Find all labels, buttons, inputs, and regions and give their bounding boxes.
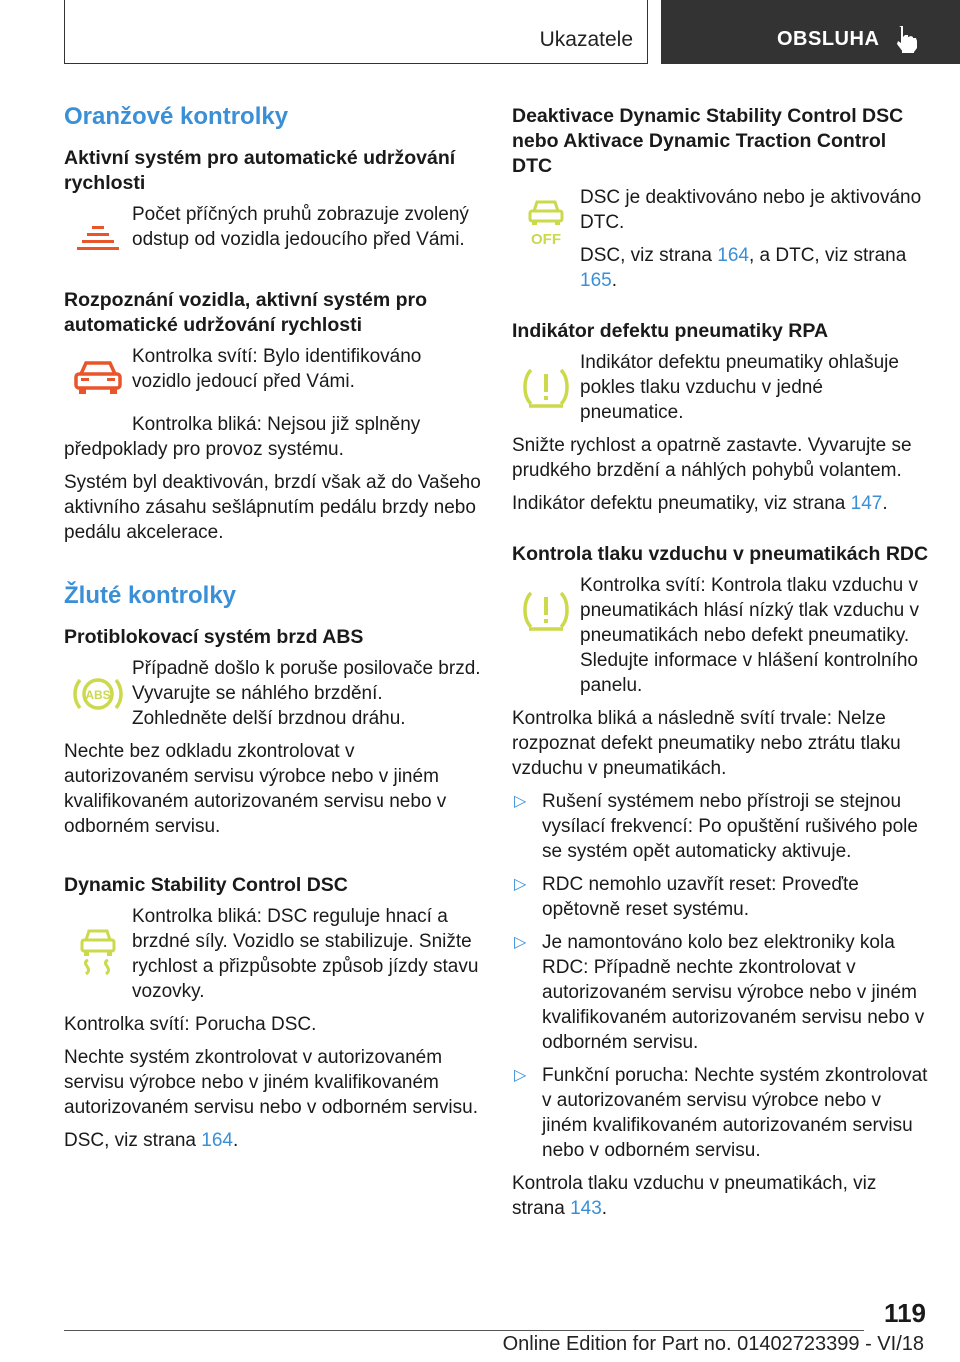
rpa-text-2: Snižte rychlost a opatrně zastavte. Vyvarujte se prudkého brzdění a náhlých pohybů volantem. [512,435,912,481]
dsc-off-heading: Deaktivace Dynamic Stability Control DSC nebo Aktivace Dynamic Traction Control DTC [512,105,904,177]
yellow-lights-heading: Žluté kontrolky [64,582,237,609]
dsc-off-text-1: DSC je deaktivováno nebo je aktivováno DTC. [580,187,922,233]
dsc-heading: Dynamic Stability Control DSC [64,874,348,896]
vehicle-detect-text-1: Kontrolka svítí: Bylo identifikováno vozidlo jedoucí před Vámi. [132,346,422,392]
acc-heading: Aktivní systém pro automatické udržování rychlosti [64,147,456,194]
dsc-text-3: Nechte systém zkontrolovat v autorizovaném servisu výrobce nebo v jiném kvalifikovaném autorizovaném servisu nebo v odborném servisu. [64,1047,478,1118]
pointing-hand-icon [893,24,919,54]
rdc-bullet-list [512,789,930,1163]
rpa-heading: Indikátor defektu pneumatiky RPA [512,320,829,342]
rpa-ref: Indikátor defektu pneumatiky, viz strana 147. [512,493,888,514]
left-column [64,100,482,1161]
right-column [512,104,930,1229]
dsc-text-1: Kontrolka bliká: DSC reguluje hnací a brzdné síly. Vozidlo se stabilizuje. Snižte rychlost a přizpůsobte způsob jízdy stavu vozovky. [132,906,479,1002]
acc-text: Počet příčných pruhů zobrazuje zvolený odstup od vozidla jedoucího před Vámi. [132,204,469,250]
tire-pressure-icon [512,573,580,649]
abs-icon [64,656,132,732]
list-item: ▷ RDC nemohlo uzavřít reset: Proveďte opětovně reset systému. [514,874,859,920]
dtc-page-link[interactable]: 165 [580,270,612,291]
triangle-bullet-icon: ▷ [514,876,527,893]
rpa-text-1: Indikátor defektu pneumatiky ohlašuje pokles tlaku vzduchu v jedné pneumatice. [580,352,899,423]
dsc-block [64,904,482,1012]
rdc-text-2: Kontrolka bliká a následně svítí trvale: Nelze rozpoznat defekt pneumatiky nebo ztrátu tlaku vzduchu v pneumatikách. [512,708,901,779]
dsc-off-page-link[interactable]: 164 [717,245,749,266]
triangle-bullet-icon: ▷ [514,934,527,951]
chapter-tab [661,0,960,64]
svg-text:OFF: OFF [531,231,561,248]
header-section-box [64,0,648,64]
rdc-heading: Kontrola tlaku vzduchu v pneumatikách RDC [512,543,929,565]
abs-block [64,656,482,739]
rpa-page-link[interactable]: 147 [850,493,883,514]
list-item: ▷ Rušení systémem nebo přístroji se stejnou vysílací frekvencí: Po opuštění rušivého pole se systém opět automaticky aktivuje. [514,791,918,862]
list-item: ▷ Funkční porucha: Nechte systém zkontrolovat v autorizovaném servisu výrobce nebo v jiném kvalifikovaném autorizovaném servisu nebo v odborném servisu. [514,1065,928,1161]
distance-bars-icon [64,202,132,270]
orange-lights-heading: Oranžové kontrolky [64,103,289,130]
vehicle-detect-heading: Rozpoznání vozidla, aktivní systém pro automatické udržování rychlosti [64,289,427,336]
vehicle-detect-text-2: Kontrolka bliká: Nejsou již splněny předpoklady pro provoz systému. [64,414,421,460]
section-title: Ukazatele [539,28,633,51]
dsc-skid-icon [64,904,132,1000]
svg-text:ABS: ABS [85,688,111,702]
rdc-ref: Kontrola tlaku vzduchu v pneumatikách, viz strana 143. [512,1173,877,1219]
triangle-bullet-icon: ▷ [514,1067,527,1084]
rdc-page-link[interactable]: 143 [570,1198,602,1219]
page-number: 119 [884,1298,926,1328]
dsc-text-2: Kontrolka svítí: Porucha DSC. [64,1014,317,1035]
rpa-block [512,350,930,433]
dsc-page-link[interactable]: 164 [201,1130,233,1151]
abs-heading: Protiblokovací systém brzd ABS [64,626,364,648]
vehicle-detect-text-3: Systém byl deaktivován, brzdí však až do Vašeho aktivního zásahu sešlápnutím pedálu brzdy nebo pedálu akcelerace. [64,472,481,543]
abs-text-2: Nechte bez odkladu zkontrolovat v autorizovaném servisu výrobce nebo v jiném kvalifikovaném autorizovaném servisu nebo v odborném servisu. [64,741,447,837]
vehicle-detect-block [64,344,482,412]
dsc-ref: DSC, viz strana 164. [64,1130,239,1151]
tire-pressure-icon [512,350,580,426]
edition-footer: Online Edition for Part no. 01402723399 - VI/18 [502,1333,924,1355]
dsc-off-ref-line1: DSC, viz strana 164, a DTC, viz strana 165. [580,245,907,291]
dsc-off-block [512,185,930,301]
chapter-title: OBSLUHA [777,28,880,50]
rdc-text-1: Kontrolka svítí: Kontrola tlaku vzduchu v pneumatikách hlásí nízký tlak vzduchu v pneumatikách nebo defekt pneumatiky. Sledujte informace v hlášení kontrolního panelu. [580,575,920,696]
acc-block [64,202,482,270]
footer-divider [64,1330,864,1331]
triangle-bullet-icon: ▷ [514,793,527,810]
list-item: ▷ Je namontováno kolo bez elektroniky kola RDC: Případně nechte zkontrolovat v autorizovaném servisu výrobce nebo v jiném kvalifikovaném autorizovaném servisu nebo v odborném servisu. [514,932,925,1053]
abs-text-1: Případně došlo k poruše posilovače brzd. Vyvarujte se náhlého brzdění. Zohledněte delší brzdnou dráhu. [132,658,481,729]
car-front-icon [64,344,132,412]
dsc-off-icon [512,185,580,261]
rdc-block [512,573,930,706]
